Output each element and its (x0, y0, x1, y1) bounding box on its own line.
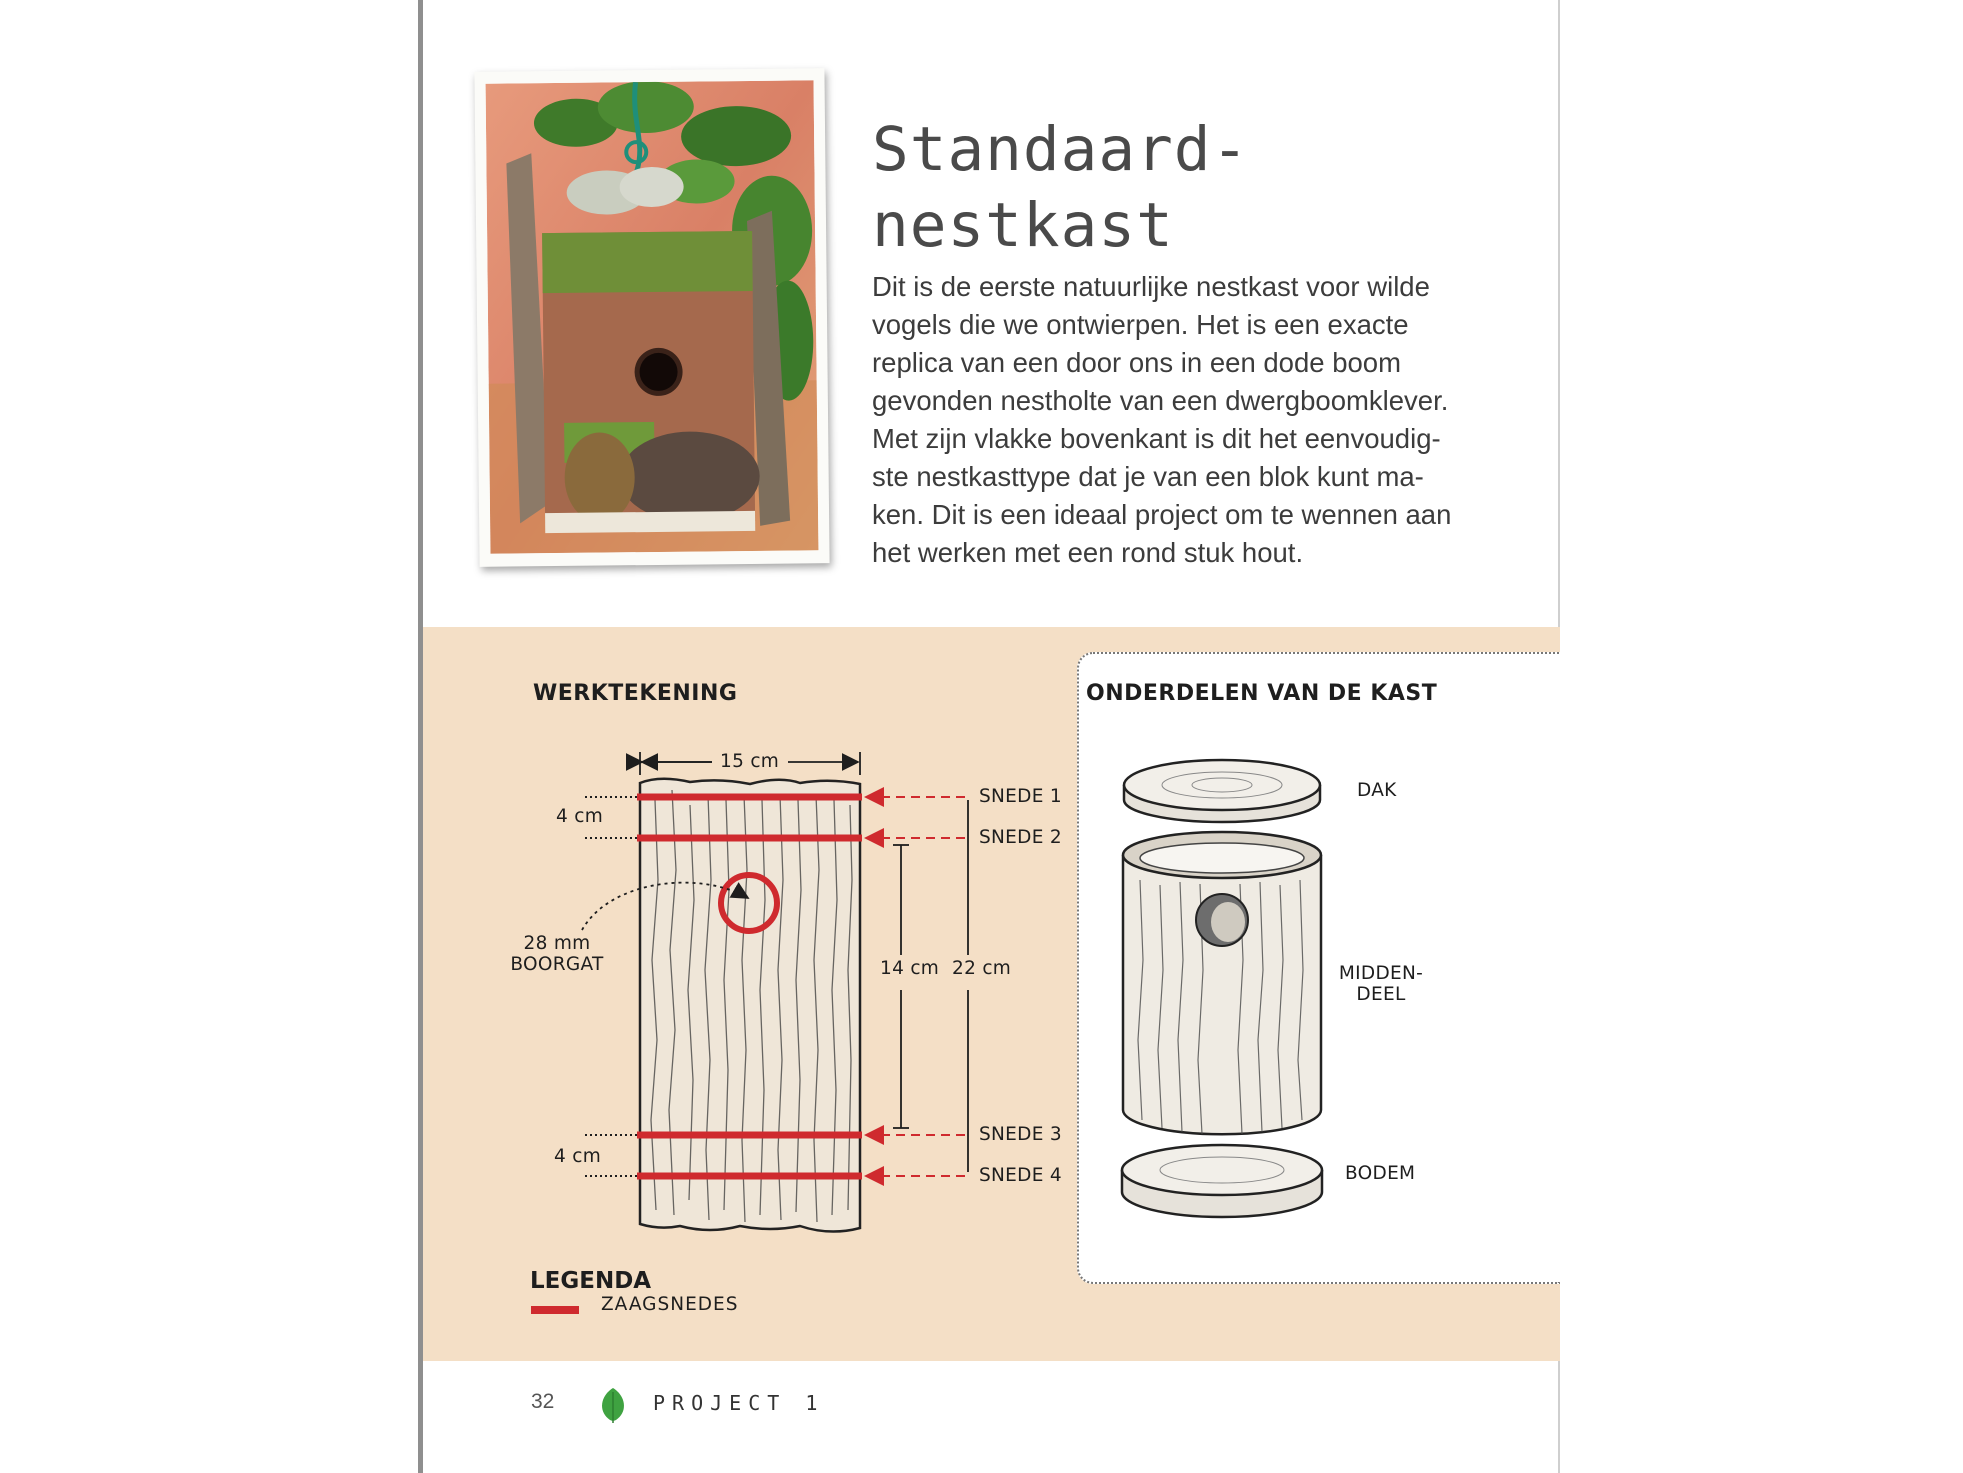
intro-line: Dit is de eerste natuurlijke nestkast voor wilde (872, 271, 1430, 302)
intro-line: ste nestkasttype dat je van een blok kunt ma- (872, 461, 1424, 492)
middle-label-line-2: DEEL (1356, 984, 1406, 1005)
left-extension-lines (585, 797, 637, 1176)
drawing-heading: WERKTEKENING (533, 681, 738, 706)
total-length-label: 22 cm (952, 958, 1012, 979)
width-label: 15 cm (720, 751, 780, 772)
mid-length-label: 14 cm (880, 958, 940, 979)
length-dimensions (893, 800, 968, 1172)
cut-label-3: SNEDE 3 (979, 1124, 1062, 1145)
intro-line: gevonden nestholte van een dwergboomklever. (872, 385, 1449, 416)
middle-label-line-1: MIDDEN- (1338, 963, 1424, 984)
page-number: 32 (531, 1390, 555, 1413)
cut-arrows (866, 797, 965, 1176)
bore-hole-size: 28 mm (523, 933, 591, 954)
cut-label-2: SNEDE 2 (979, 827, 1062, 848)
roof-drawing (1124, 760, 1320, 822)
legend-cut-swatch (531, 1306, 579, 1314)
legend-title: LEGENDA (530, 1268, 652, 1294)
intro-line: vogels die we ontwierpen. Het is een exacte (872, 309, 1409, 340)
intro-line: het werken met een rond stuk hout. (872, 537, 1304, 568)
bore-hole-label (507, 933, 607, 975)
intro-line: Met zijn vlakke bovenkant is dit het eenvoudig- (872, 423, 1441, 454)
bottom-gap-label: 4 cm (554, 1146, 602, 1167)
cut-label-4: SNEDE 4 (979, 1165, 1062, 1186)
roof-label: DAK (1357, 780, 1397, 801)
intro-line: ken. Dit is een ideaal project om te wennen aan (872, 499, 1452, 530)
title-line-1: Standaard- (872, 114, 1250, 185)
bottom-label: BODEM (1345, 1163, 1416, 1184)
log-drawing (640, 779, 860, 1232)
middle-label (1329, 963, 1433, 1005)
cut-label-1: SNEDE 1 (979, 786, 1062, 807)
legend-cut-label: ZAAGSNEDES (601, 1294, 739, 1315)
leaf-icon (598, 1386, 628, 1424)
bore-hole-text: BOORGAT (510, 954, 604, 975)
bottom-drawing (1122, 1145, 1322, 1217)
section-label: PROJECT 1 (653, 1391, 825, 1415)
middle-drawing (1123, 832, 1321, 1134)
intro-line: replica van een door ons in een dode boom (872, 347, 1401, 378)
parts-heading: ONDERDELEN VAN DE KAST (1086, 681, 1438, 706)
top-gap-label: 4 cm (556, 806, 604, 827)
title-line-2: nestkast (872, 190, 1174, 261)
